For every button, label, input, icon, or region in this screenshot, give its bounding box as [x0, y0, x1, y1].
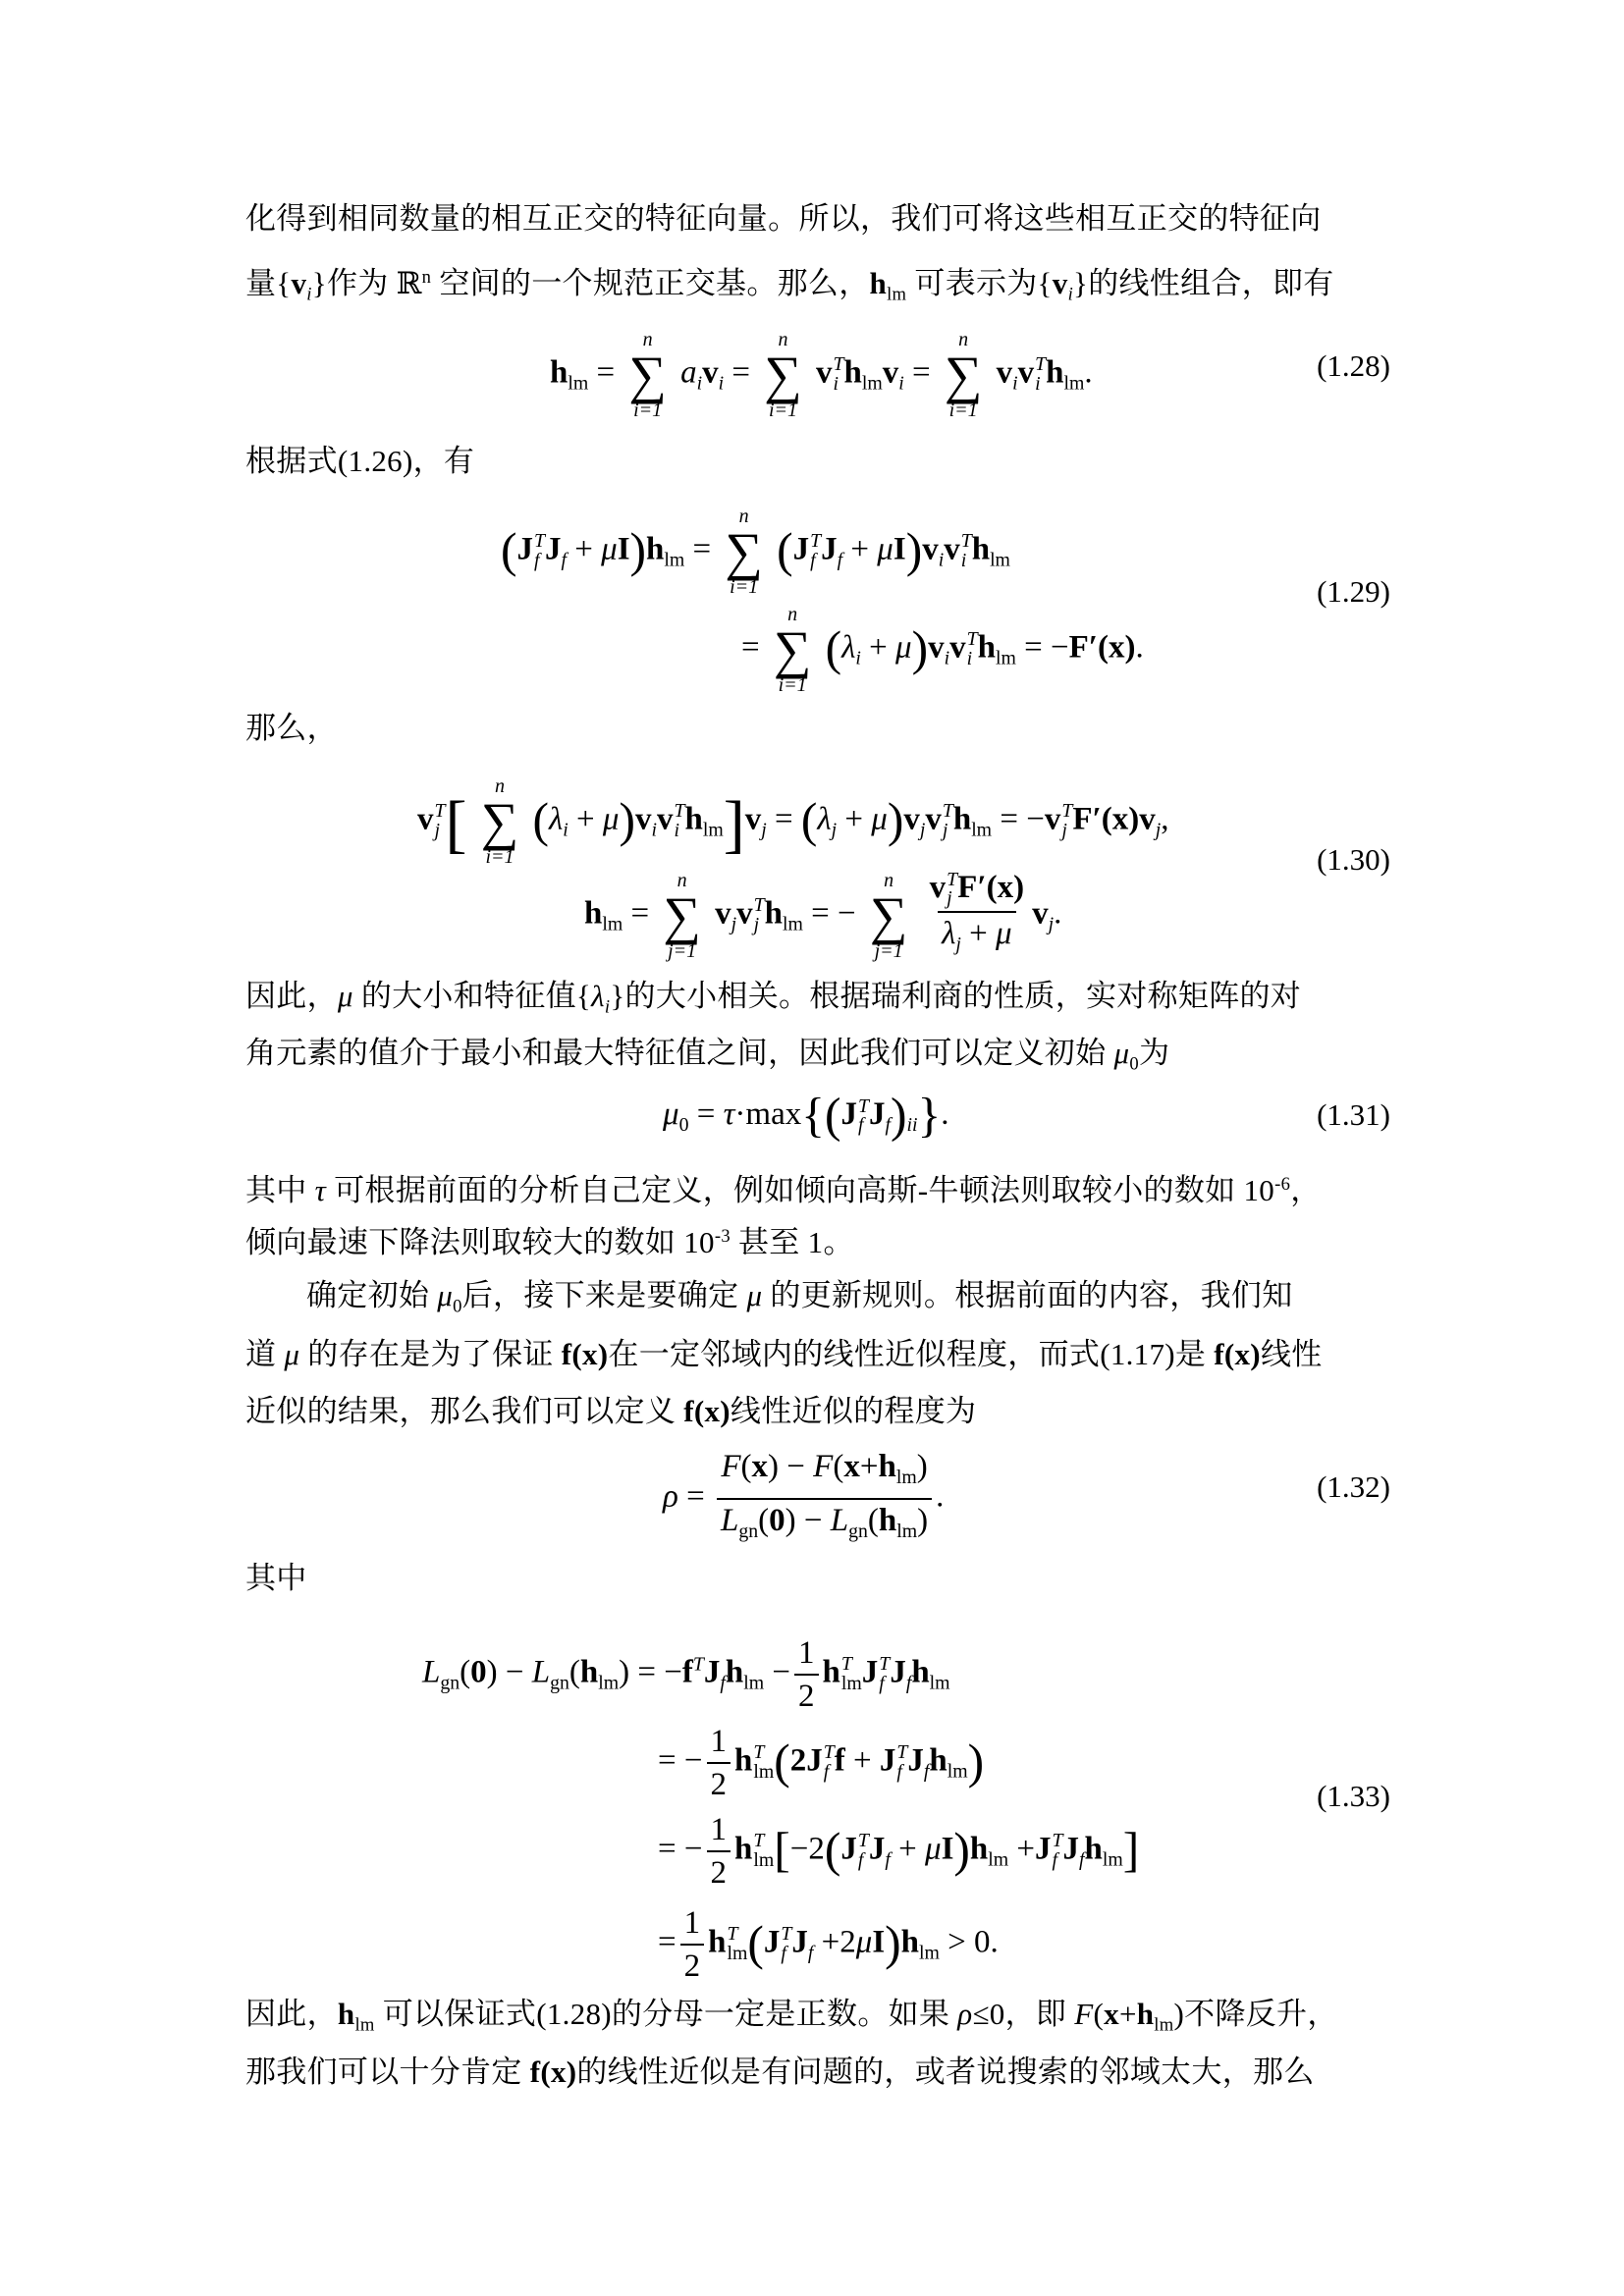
subscript: lm	[887, 284, 907, 305]
equation-1-31: $\mu_0 = \tau\cdot\max\{(J$ T f $J_f)_{ii}$}.	[663, 1088, 949, 1143]
paragraph-line: 因此，μ 的大小和特征值$\{\lambda_i\}$的大小相关。根据瑞利商的性质，实对称矩阵的对	[245, 979, 1302, 1018]
equation-1-28: $h_{lm}$ = n ∑ i=1 $a_iv_i$ = n ∑ i=1 v T i $h_{lm}v_i$ = n ∑ i=1 $v_iv$ T i $h_{lm}$.	[550, 329, 1093, 421]
equation-1-33-line3: = − $\frac{1}{2}$ h T lm [−2(J T f $J_f + \mu I)h_{lm} +J$ T f $J_fh_{lm}$]	[658, 1812, 1140, 1891]
index: i	[306, 284, 312, 305]
paragraph-line: 道 μ 的存在是为了保证 f(x)在一定邻域内的线性近似程度，而式(1.17)是 f(x)线性	[245, 1337, 1323, 1371]
equation-number: (1.29)	[1317, 574, 1390, 609]
text: }作为 ℝ	[311, 266, 422, 301]
paragraph-line: 近似的结果，那么我们可以定义 f(x)线性近似的程度为	[245, 1394, 977, 1428]
equation-number: (1.30)	[1317, 842, 1390, 877]
paragraph-line: 其中 τ 可根据前面的分析自己定义，例如倾向高斯-牛顿法则取较小的数如 $10^{-6}$，	[245, 1173, 1322, 1208]
sum-symbol: n ∑ i=1	[764, 329, 802, 421]
sum-symbol: n ∑ i=1	[944, 329, 983, 421]
equation-1-30-line2: $h_{lm}$ = n ∑ j=1 $v_jv$ T j $h_{lm}$ = − n ∑ j=1 v T j F′(x) $\lambda_j + \mu$ $v_j$.	[584, 868, 1062, 963]
vector-v: v	[1052, 266, 1068, 301]
paragraph-line: 那么，	[245, 711, 338, 745]
index: i	[1067, 284, 1074, 305]
vector-h: h	[869, 266, 888, 301]
equation-1-32: ρ = $\frac{F(x) - F(x+h_{lm})}{L_{gn}(0) - L_{gn}(h_{lm})}$ .	[663, 1448, 944, 1550]
paragraph-line	[245, 258, 1394, 315]
equation-1-29-line1: (J T f $J_f + \mu I)h_{lm}$ = n ∑ i=1 (J T f $J_f + \mu I)v_iv$ T i $h_{lm}$	[501, 506, 1010, 598]
text: 可表示为{	[906, 266, 1053, 301]
text: }的线性组合，即有	[1073, 266, 1334, 301]
equation-1-33-line2: = − $\frac{1}{2}$ h T lm (2J T f f + J T f $J_fh_{lm}$)	[658, 1724, 985, 1802]
paragraph-line: 化得到相同数量的相互正交的特征向量。所以，我们可将这些相互正交的特征向	[245, 201, 1322, 236]
equation-number: (1.33)	[1317, 1779, 1390, 1813]
equation-number: (1.32)	[1317, 1469, 1390, 1504]
equation-number: (1.28)	[1317, 348, 1390, 383]
text: 量{	[245, 266, 292, 301]
vector-v: v	[291, 266, 307, 301]
paragraph-line: 角元素的值介于最小和最大特征值之间，因此我们可以定义初始 $\mu_0$为	[245, 1036, 1170, 1075]
equation-1-33-line4: = $\frac{1}{2}$ h T lm (J T f $J_f +2\mu I)h_{lm} > 0$.	[658, 1905, 999, 1984]
paragraph-line: 根据式(1.26)，有	[245, 444, 475, 478]
text: 空间的一个规范正交基。那么，	[431, 266, 870, 301]
equation-number: (1.31)	[1317, 1097, 1390, 1132]
equation-1-33-line1: $L_{gn}(0) - L_{gn}(h_{lm}) = -f^TJ_fh_{lm}$ − $\frac{1}{2}$ h T lm J T f $J_fh_{lm}$	[422, 1635, 950, 1714]
paragraph-line: 倾向最速下降法则取较大的数如 $10^{-3}$ 甚至 1。	[245, 1225, 854, 1260]
exponent: n	[421, 267, 432, 288]
equation-1-29-line2: = n ∑ i=1 $(\lambda_i + \mu)v_iv$ T i $h_{lm} = -F'(x)$.	[741, 604, 1144, 696]
paragraph-line: 那我们可以十分肯定 f(x)的线性近似是有问题的，或者说搜索的邻域太大，那么	[245, 2055, 1315, 2089]
sum-symbol: n ∑ i=1	[628, 329, 667, 421]
equation-1-30-line1: v T j [ n ∑ i=1 $(\lambda_i + \mu)v_iv$ T i $h_{lm}]v_j = (\lambda_j + \mu)v_jv$ T j $h_{lm} = -v$ T j $F'(x)v_j$,	[417, 775, 1169, 868]
paragraph-line: 确定初始 $\mu_0$后，接下来是要确定 μ 的更新规则。根据前面的内容，我们知	[306, 1278, 1293, 1317]
paragraph-line: 其中	[245, 1561, 307, 1595]
paragraph-line: 因此，$h_{lm}$ 可以保证式(1.28)的分母一定是正数。如果 ρ≤0，即 $F(x+h_{lm})$不降反升，	[245, 1997, 1338, 2036]
